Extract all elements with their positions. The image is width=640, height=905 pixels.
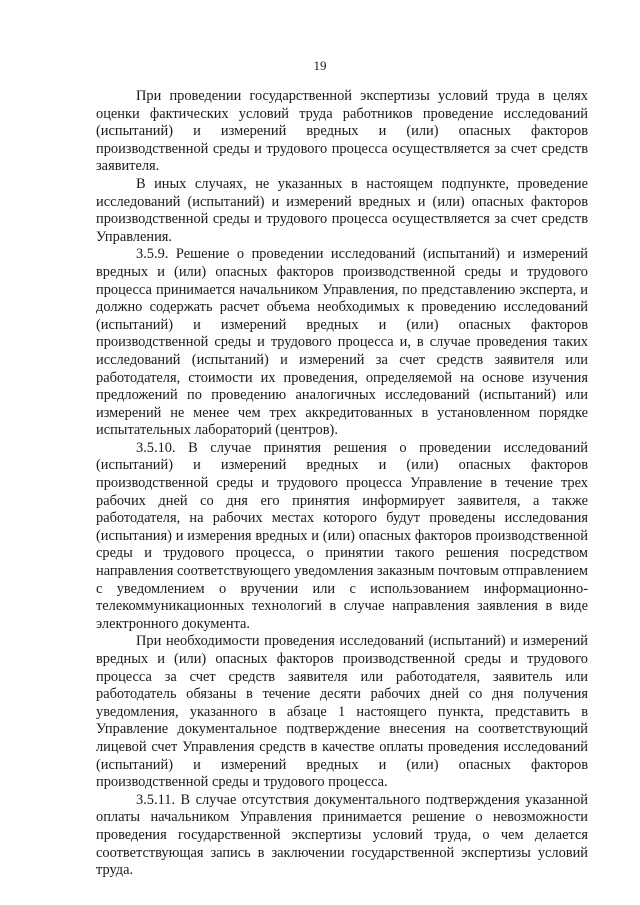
document-body <box>96 88 588 880</box>
paragraph-payment-obligation: При необходимости проведения исследований (испытаний) и измерений вредных и (или) опасных факторов производственной среды и трудового процесса за счет средств заявителя или работодателя, заявитель или работодатель обязаны в течение десяти рабочих дней со дня получения уведомления, указанного в абзаце 1 настоящего пункта, представить в Управление документальное подтверждение внесения на соответствующий лицевой счет Управления средств в качестве оплаты проведения исследований (испытаний) и измерений вредных и (или) опасных факторов производственной среды и трудового процесса. <box>96 633 588 791</box>
paragraph-3-5-10: 3.5.10. В случае принятия решения о проведении исследований (испытаний) и измерений вредных и (или) опасных факторов производственной среды и трудового процесса Управление в течение трех рабочих дней со дня его принятия информирует заявителя, а также работодателя, на рабочих местах которого будут проведены исследования (испытания) и измерения вредных и (или) опасных факторов производственной среды и трудового процесса, о принятии такого решения посредством направления соответствующего уведомления заказным почтовым отправлением с уведомлением о вручении или с использованием информационно-телекоммуникационных технологий в случае направления заявления в виде электронного документа. <box>96 439 588 632</box>
page-number: 19 <box>313 58 327 73</box>
paragraph-3-5-9: 3.5.9. Решение о проведении исследований (испытаний) и измерений вредных и (или) опасных факторов производственной среды и трудового процесса принимается начальником Управления, по представлению эксперта, и должно содержать расчет объема необходимых к проведению исследований (испытаний) и измерений вредных и (или) опасных факторов производственной среды и трудового процесса и, в случае проведения таких исследований (испытаний) и измерений за счет средств заявителя или работодателя, стоимости их проведения, определяемой на основе изучения предложений по проведению аналогичных исследований (испытаний) или измерений не менее чем трех аккредитованных в установленном порядке испытательных лабораторий (центров). <box>96 246 588 439</box>
paragraph-expertise-funding: При проведении государственной экспертизы условий труда в целях оценки фактических условий труда работников проведение исследований (испытаний) и измерений вредных и (или) опасных факторов производственной среды и трудового процесса осуществляется за счет средств заявителя. <box>96 88 588 175</box>
paragraph-other-cases: В иных случаях, не указанных в настоящем подпункте, проведение исследований (испытаний) и измерений вредных и (или) опасных факторов производственной среды и трудового процесса осуществляется за счет средств Управления. <box>96 175 588 245</box>
paragraph-3-5-11: 3.5.11. В случае отсутствия документального подтверждения указанной оплаты начальником Управления принимается решение о невозможности проведения государственной экспертизы условий труда, о чем делается соответствующая запись в заключении государственной экспертизы условий труда. <box>96 791 588 879</box>
